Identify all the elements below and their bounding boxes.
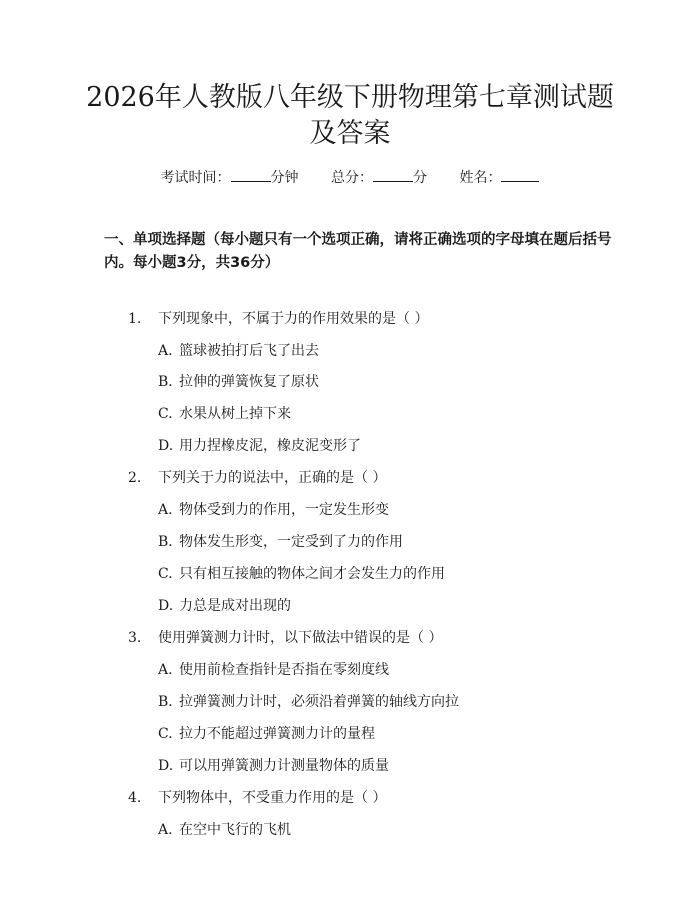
option-text: 使用前检查指针是否指在零刻度线 bbox=[179, 662, 389, 678]
exam-time-label: 考试时间： bbox=[160, 170, 231, 186]
option-text: 篮球被拍打后飞了出去 bbox=[179, 343, 319, 359]
answer-option bbox=[158, 692, 459, 712]
answer-option bbox=[158, 500, 389, 520]
question-stem bbox=[128, 468, 386, 488]
question-stem bbox=[128, 628, 442, 648]
answer-option bbox=[158, 596, 291, 616]
document-title bbox=[60, 80, 640, 152]
section-heading: 一、单项选择题（每小题只有一个选项正确，请将正确选项的字母填在题后括号内。每小题3分，共36分） bbox=[104, 232, 612, 271]
title-line-1: 2026年人教版八年级下册物理第七章测试题 bbox=[86, 82, 614, 113]
option-letter: A. bbox=[158, 822, 173, 838]
question-text: 下列关于力的说法中，正确的是（ ） bbox=[158, 470, 387, 486]
answer-option bbox=[158, 404, 291, 424]
question-stem bbox=[128, 309, 428, 329]
option-text: 在空中飞行的飞机 bbox=[179, 822, 291, 838]
question-number: 1. bbox=[128, 311, 142, 327]
total-score-blank[interactable] bbox=[373, 168, 413, 182]
title-line-2: 及答案 bbox=[309, 118, 391, 149]
student-name-label: 姓名： bbox=[459, 170, 502, 186]
answer-option bbox=[158, 532, 403, 552]
option-text: 拉伸的弹簧恢复了原状 bbox=[179, 374, 319, 390]
exam-time-field bbox=[161, 168, 299, 188]
option-text: 物体发生形变，一定受到了力的作用 bbox=[179, 534, 403, 550]
exam-info bbox=[0, 168, 700, 188]
question-number: 2. bbox=[128, 470, 142, 486]
option-text: 拉力不能超过弹簧测力计的量程 bbox=[179, 726, 375, 742]
question-text: 下列物体中，不受重力作用的是（ ） bbox=[158, 790, 387, 806]
answer-option bbox=[158, 372, 319, 392]
option-text: 拉弹簧测力计时，必须沿着弹簧的轴线方向拉 bbox=[179, 694, 459, 710]
question-stem bbox=[128, 788, 386, 808]
student-name-field bbox=[459, 168, 539, 188]
option-letter: A. bbox=[158, 343, 173, 359]
exam-time-blank[interactable] bbox=[231, 168, 271, 182]
answer-option bbox=[158, 436, 361, 456]
option-text: 只有相互接触的物体之间才会发生力的作用 bbox=[179, 566, 445, 582]
option-letter: B. bbox=[158, 694, 173, 710]
option-letter: C. bbox=[158, 566, 173, 582]
total-score-field bbox=[331, 168, 427, 188]
answer-option bbox=[158, 724, 375, 744]
total-score-label: 总分： bbox=[331, 170, 373, 186]
answer-option bbox=[158, 564, 445, 584]
option-letter: C. bbox=[158, 406, 173, 422]
option-letter: C. bbox=[158, 726, 173, 742]
exam-time-unit: 分钟 bbox=[270, 170, 299, 186]
option-letter: B. bbox=[158, 534, 173, 550]
option-text: 水果从树上掉下来 bbox=[179, 406, 291, 422]
question-text: 下列现象中，不属于力的作用效果的是（ ） bbox=[158, 311, 429, 327]
question-text: 使用弹簧测力计时，以下做法中错误的是（ ） bbox=[158, 630, 443, 646]
total-score-unit: 分 bbox=[413, 170, 427, 186]
option-text: 可以用弹簧测力计测量物体的质量 bbox=[179, 758, 389, 774]
option-letter: A. bbox=[158, 502, 173, 518]
answer-option bbox=[158, 756, 389, 776]
option-text: 用力捏橡皮泥，橡皮泥变形了 bbox=[179, 438, 361, 454]
option-letter: D. bbox=[158, 758, 174, 774]
option-letter: D. bbox=[158, 598, 174, 614]
option-letter: D. bbox=[158, 438, 174, 454]
answer-option bbox=[158, 341, 319, 361]
answer-option bbox=[158, 660, 389, 680]
student-name-blank[interactable] bbox=[501, 168, 539, 182]
answer-option bbox=[158, 820, 291, 840]
option-letter: A. bbox=[158, 662, 173, 678]
option-letter: B. bbox=[158, 374, 173, 390]
option-text: 物体受到力的作用，一定发生形变 bbox=[179, 502, 389, 518]
question-number: 3. bbox=[128, 630, 142, 646]
option-text: 力总是成对出现的 bbox=[179, 598, 291, 614]
question-number: 4. bbox=[128, 790, 142, 806]
